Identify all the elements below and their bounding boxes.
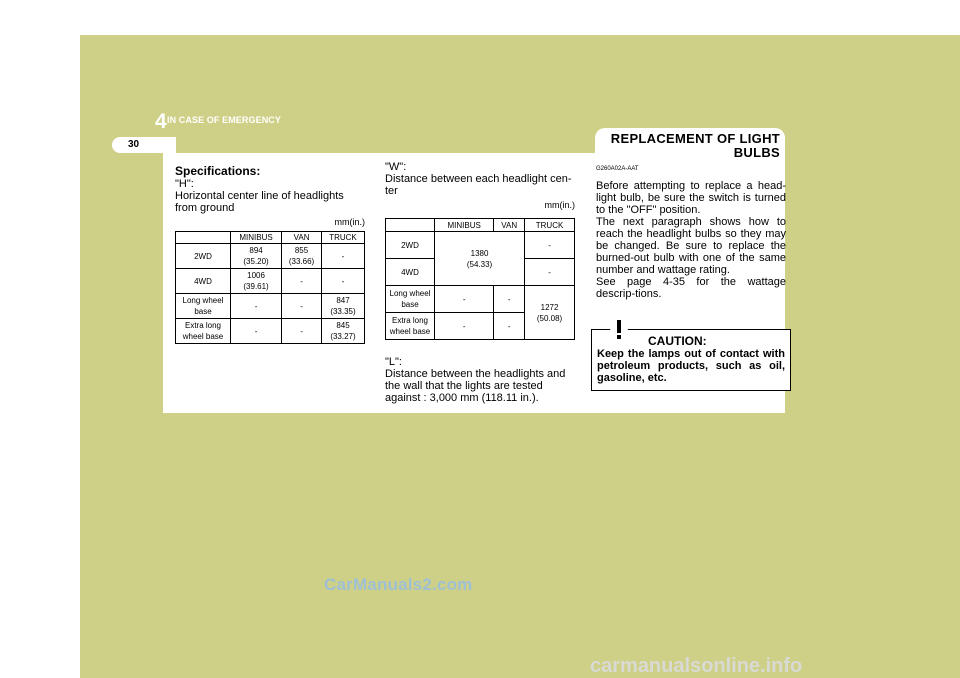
spec-w-table (385, 218, 575, 340)
row-label: 2WD (386, 232, 435, 259)
table-cell: - (231, 294, 282, 319)
table-header: TRUCK (525, 219, 575, 232)
reference-code: G260A02A-AAT (596, 166, 639, 172)
spec-h-unit: mm(in.) (334, 217, 365, 227)
table-cell: - (435, 313, 494, 340)
table-cell: - (525, 259, 575, 286)
table-row (386, 286, 575, 313)
table-cell: - (525, 232, 575, 259)
table-cell: 1380 (54.33) (435, 232, 525, 286)
replacement-column (596, 165, 786, 300)
spec-w-description: Distance between each headlight cen-ter (385, 173, 572, 197)
row-label: 4WD (176, 269, 231, 294)
spec-l-label: "L": (385, 356, 402, 368)
table-row (176, 269, 365, 294)
row-label: Long wheel base (176, 294, 231, 319)
spec-h-table (175, 231, 365, 344)
spec-w-column (385, 161, 575, 404)
section-title: REPLACEMENT OF LIGHT BULBS (610, 131, 780, 160)
chapter-number: 4 (155, 110, 167, 133)
table-cell: - (282, 319, 322, 344)
replacement-text: Before attempting to replace a head-light bulb, be sure the switch is turned to the "OFF" position. The next paragraph shows how to reach the headlight bulbs so they may be changed. Be sure to replace the burned-out bulb with one of the same number and wattage rating. See page 4-35 for the wattage descrip-tions. (596, 180, 786, 300)
table-header: VAN (494, 219, 525, 232)
row-label: Extra long wheel base (176, 319, 231, 344)
table-header-empty (386, 219, 435, 232)
spec-h-description: Horizontal center line of headlights from ground (175, 190, 344, 214)
specifications-heading: Specifications: (175, 164, 261, 178)
page-number-tab (112, 137, 176, 153)
table-cell: 855 (33.66) (282, 244, 322, 269)
table-cell: - (321, 244, 364, 269)
row-label: Extra long wheel base (386, 313, 435, 340)
table-cell: 1006 (39.61) (231, 269, 282, 294)
table-header: VAN (282, 232, 322, 244)
table-cell: 1272 (50.08) (525, 286, 575, 340)
spec-l-description: Distance between the headlights and the wall that the lights are tested against : 3,000 mm (118.11 in.). (385, 368, 566, 404)
caution-text: Keep the lamps out of contact with petroleum products, such as oil, gasoline, etc. (597, 348, 785, 384)
table-cell: - (231, 319, 282, 344)
spec-w-unit: mm(in.) (544, 200, 575, 210)
table-cell: 847 (33.35) (321, 294, 364, 319)
warning-icon (604, 312, 634, 342)
table-cell: - (321, 269, 364, 294)
table-cell: - (494, 313, 525, 340)
spec-w-label: "W": (385, 161, 407, 173)
watermark-carmanuals: CarManuals2.com (324, 575, 473, 594)
row-label: 4WD (386, 259, 435, 286)
table-row (386, 232, 575, 259)
row-label: Long wheel base (386, 286, 435, 313)
spec-h-column (175, 164, 365, 344)
watermark-footer: carmanualsonline.info (590, 655, 803, 677)
table-row (176, 244, 365, 269)
chapter-title: IN CASE OF EMERGENCY (167, 115, 282, 125)
table-row (176, 319, 365, 344)
table-row (176, 294, 365, 319)
spec-h-label: "H": (175, 178, 194, 190)
table-cell: 894 (35.20) (231, 244, 282, 269)
table-cell: - (435, 286, 494, 313)
table-header: TRUCK (321, 232, 364, 244)
page-number: 30 (128, 139, 140, 150)
table-cell: - (282, 269, 322, 294)
table-header: MINIBUS (231, 232, 282, 244)
table-cell: - (494, 286, 525, 313)
table-header-empty (176, 232, 231, 244)
table-cell: 845 (33.27) (321, 319, 364, 344)
table-header: MINIBUS (435, 219, 494, 232)
table-cell: - (282, 294, 322, 319)
caution-title: CAUTION: (648, 334, 707, 348)
row-label: 2WD (176, 244, 231, 269)
